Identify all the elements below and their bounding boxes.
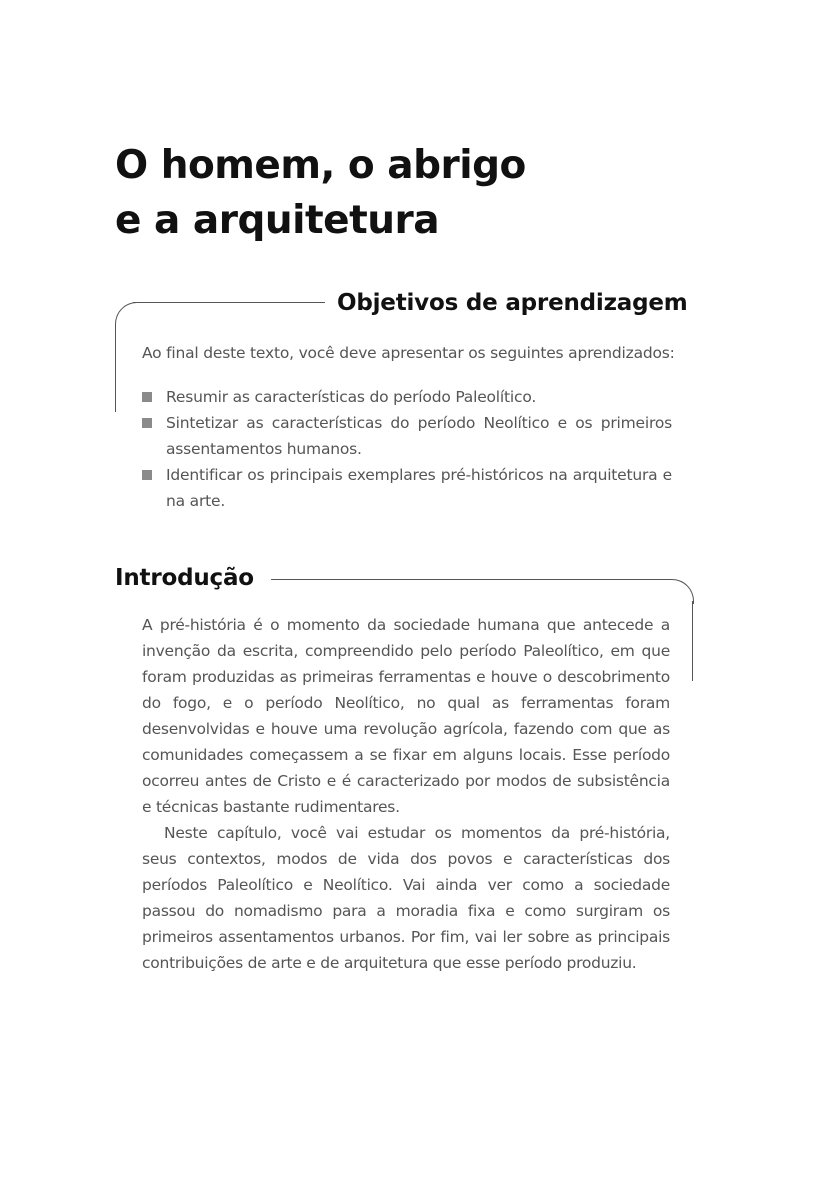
square-bullet-icon <box>142 470 152 480</box>
objectives-list <box>142 384 672 514</box>
chapter-title-line-2: e a arquitetura <box>115 198 440 243</box>
introduction-paragraph: Neste capítulo, você vai estudar os momentos da pré-história, seus contextos, modos de vida dos povos e características dos períodos Paleolítico e Neolítico. Vai ainda ver como a sociedade passou do nomadismo para a moradia fixa e como surgiram os primeiros assentamentos urbanos. Por fim, vai ler sobre as principais contribuições de arte e de arquitetura que esse período produziu. <box>142 824 670 972</box>
objectives-heading: Objetivos de aprendizagem <box>337 290 688 316</box>
introduction-frame-top-rule <box>271 579 671 580</box>
objectives-frame-left-rule <box>115 324 116 412</box>
square-bullet-icon <box>142 418 152 428</box>
introduction-paragraph: A pré-história é o momento da sociedade humana que antecede a invenção da escrita, compreendido pelo período Paleolítico, em que foram produzidas as primeiras ferramentas e houve o descobrimento do fogo, e o período Neolítico, no qual as ferramentas foram desenvolvidas e houve uma revolução agrícola, fazendo com que as comunidades começassem a se fixar em alguns locais. Esse período ocorreu antes de Cristo e é caracterizado por modos de subsistência e técnicas bastante rudimentares. <box>142 616 670 816</box>
square-bullet-icon <box>142 392 152 402</box>
chapter-title-line-1: O homem, o abrigo <box>115 143 526 188</box>
introduction-heading: Introdução <box>115 565 254 591</box>
objective-item-text: Identificar os principais exemplares pré-históricos na arquitetura e na arte. <box>166 466 672 510</box>
objectives-intro: Ao final deste texto, você deve apresentar os seguintes aprendizados: <box>142 344 675 362</box>
objective-item <box>142 410 672 462</box>
chapter-title <box>115 138 755 248</box>
introduction-body <box>142 612 670 976</box>
objective-item-text: Sintetizar as características do período Neolítico e os primeiros assentamentos humanos. <box>166 414 672 458</box>
introduction-frame-right-rule <box>692 601 693 681</box>
objective-item <box>142 462 672 514</box>
objectives-frame-top-rule <box>133 302 325 303</box>
objective-item <box>142 384 672 410</box>
objective-item-text: Resumir as características do período Paleolítico. <box>166 388 537 406</box>
introduction-frame-corner <box>669 579 694 604</box>
objectives-frame-corner <box>115 302 140 327</box>
